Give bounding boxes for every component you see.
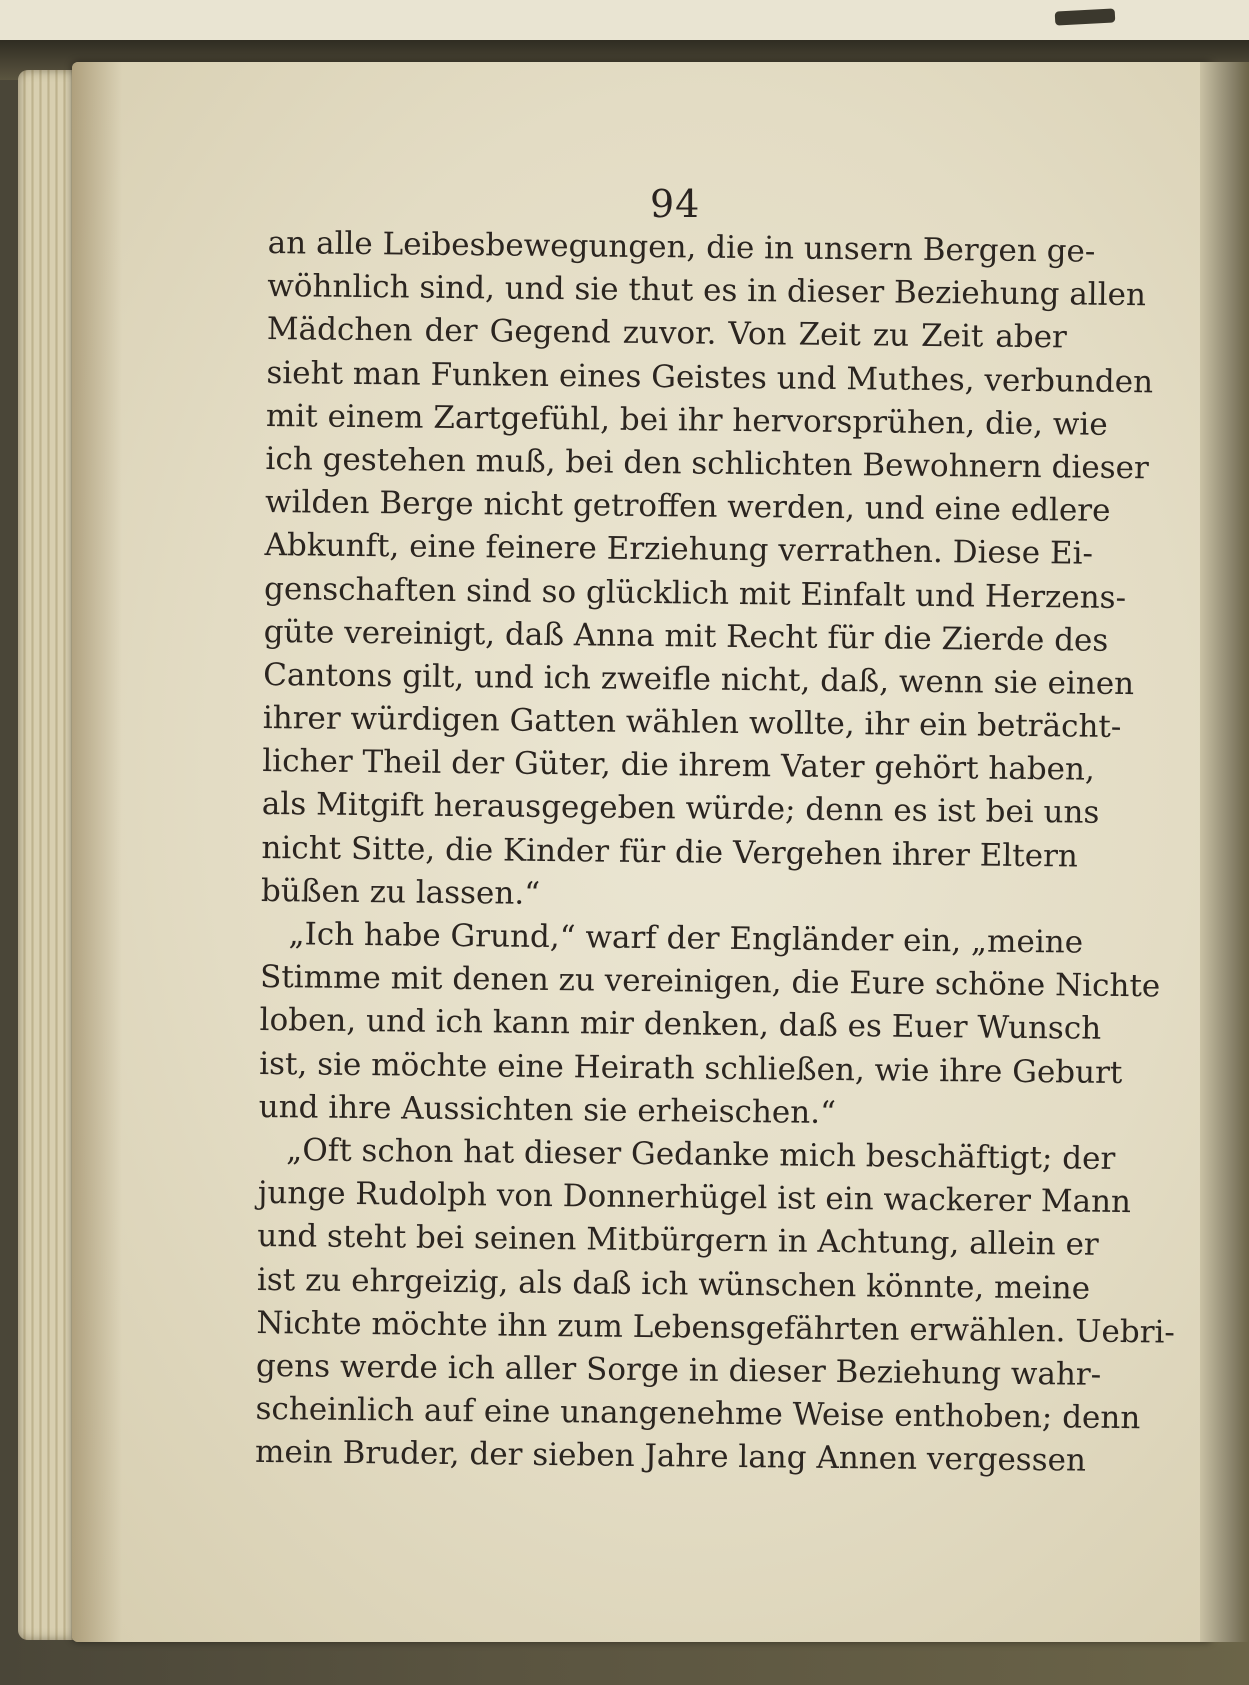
text-line: an alle Leibesbewegungen, die in unsern Bergen ge- [267,224,1096,270]
text-line: genschaften sind so glücklich mit Einfalt und Herzens- [263,570,1127,616]
text-line: licher Theil der Güter, die ihrem Vater gehört haben, [262,743,1096,788]
text-line: ist, sie möchte eine Heirath schließen, wie ihre Geburt [258,1045,1123,1091]
text-line: „Ich habe Grund,“ warf der Engländer ein, „meine [288,916,1084,961]
text-line: Stimme mit denen zu vereinigen, die Eure schöne Nichte [259,959,1161,1005]
text-line: ich gestehen muß, bei den schlichten Bewohnern dieser [265,440,1149,487]
text-line: scheinlich auf eine unangenehme Weise enthoben; denn [255,1390,1141,1437]
text-line: nicht Sitte, die Kinder für die Vergehen ihrer Eltern [261,829,1079,875]
text-line: ihrer würdigen Gatten wählen wollte, ihr ein beträcht- [262,700,1122,746]
text-line: und steht bei seinen Mitbürgern in Achtung, allein er [257,1218,1099,1264]
text-line: güte vereinigt, daß Anna mit Recht für die Zierde des [263,613,1109,659]
text-line: wöhnlich sind, und sie thut es in dieser Beziehung allen [267,268,1147,314]
text-line: büßen zu lassen.“ [260,872,541,912]
text-line: loben, und ich kann mir denken, daß es Euer Wunsch [259,1002,1102,1048]
text-line: mit einem Zartgefühl, bei ihr hervorsprühen, die, wie [265,397,1108,443]
page-number: 94 [650,182,701,226]
text-line: wilden Berge nicht getroffen werden, und eine edlere [264,484,1111,529]
text-line: sieht man Funken eines Geistes und Muthes, verbunden [266,354,1154,400]
text-line: und ihre Aussichten sie erheischen.“ [258,1088,837,1131]
text-line: Mädchen der Gegend zuvor. Von Zeit zu Zeit aber [266,311,1068,356]
text-line: Abkunft, eine feinere Erziehung verrathen. Diese Ei- [264,527,1094,572]
text-line: Cantons gilt, und ich zweifle nicht, daß, wenn sie einen [263,656,1135,702]
text-line: als Mitgift herausgegeben würde; denn es ist bei uns [261,786,1100,832]
text-line: Nichte möchte ihn zum Lebensgefährten erwählen. Uebri- [256,1304,1176,1351]
text-line: gens werde ich aller Sorge in dieser Beziehung wahr- [255,1347,1102,1393]
right-edge-shadow [1200,62,1249,1642]
text-line: mein Bruder, der sieben Jahre lang Annen vergessen [254,1434,1087,1479]
text-line: junge Rudolph von Donnerhügel ist ein wackerer Mann [257,1175,1132,1221]
text-line: ist zu ehrgeizig, als daß ich wünschen könnte, meine [256,1261,1091,1307]
text-line: „Oft schon hat dieser Gedanke mich beschäftigt; der [286,1132,1116,1177]
gutter-shadow [72,62,122,1642]
body-text [254,222,1176,1483]
